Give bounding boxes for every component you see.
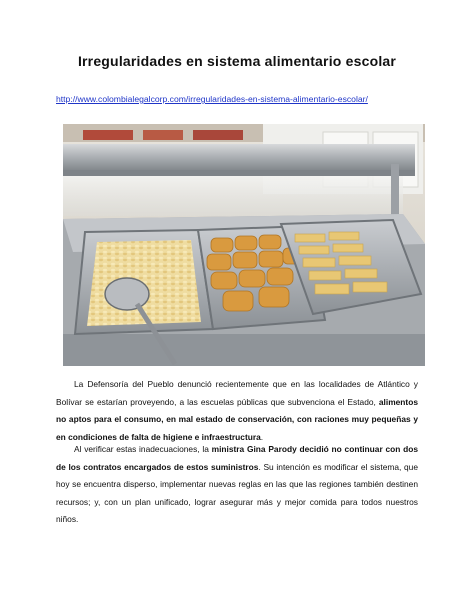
paragraph-1-text-a: La Defensoría del Pueblo denunció recientemente que en las localidades de Atlántico y Bolívar se estarían proveyendo, a las escuelas públicas que subvenciona el Estado, xyxy=(56,379,418,407)
paragraph-2-text-a: Al verificar estas inadecuaciones, la xyxy=(74,444,212,454)
cafeteria-photo xyxy=(63,124,425,366)
document-title: Irregularidades en sistema alimentario escolar xyxy=(77,53,397,69)
paragraph-1 xyxy=(56,376,418,446)
paragraph-2-bold: ministra Gina Parody decidió no continuar con dos de los contratos encargados de estos suministros xyxy=(56,444,418,472)
paragraph-2-text-b: . Su intención es modificar el sistema, que hoy se encuentra disperso, implementar nuevas reglas en las que las regiones también destinen recursos; y, con un plan unificado, lograr asegurar más y mejor comida para todos nuestros niños. xyxy=(56,461,418,525)
paragraph-2 xyxy=(56,441,418,529)
source-link[interactable]: http://www.colombialegalcorp.com/irregularidades-en-sistema-alimentario-escolar/ xyxy=(56,94,368,104)
paragraph-1-bold: alimentos no aptos para el consumo, en mal estado de conservación, con raciones muy pequeñas y en condiciones de falta de higiene e infraestructura xyxy=(56,396,418,442)
paragraph-1-text-b: . xyxy=(260,431,264,442)
